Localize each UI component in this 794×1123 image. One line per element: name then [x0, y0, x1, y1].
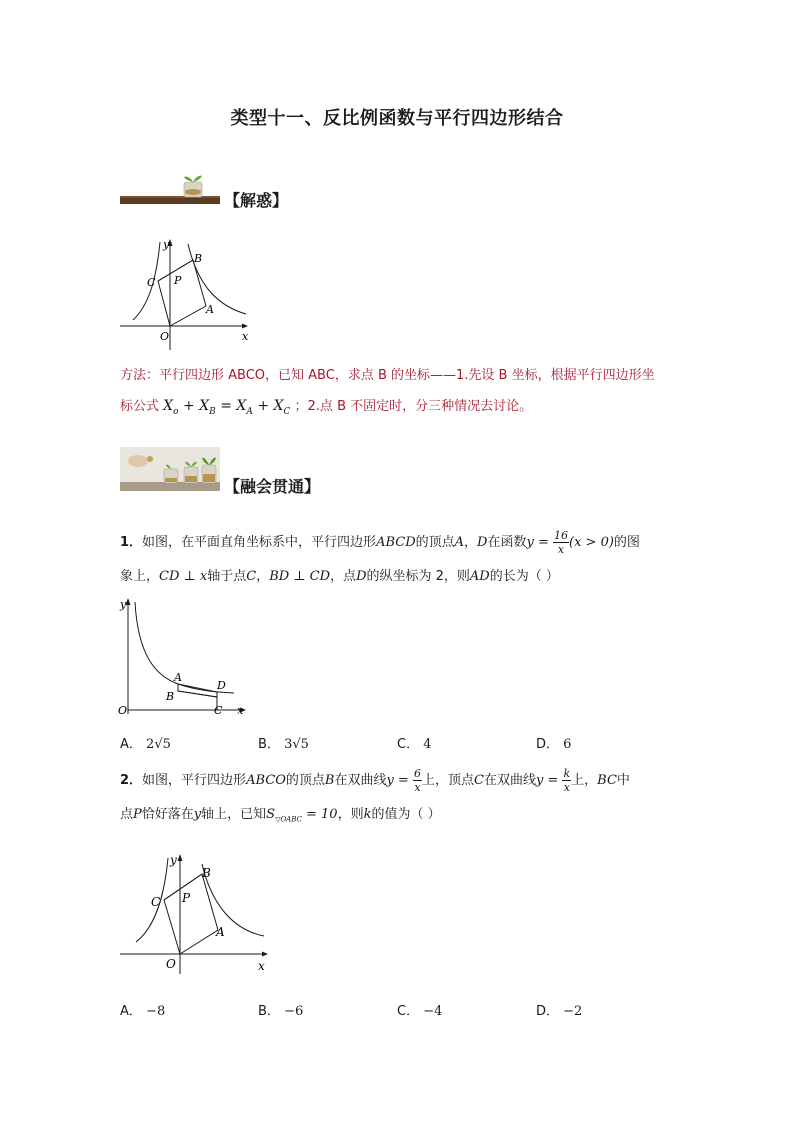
q2-fig-label-a: A — [216, 925, 225, 939]
page-title: 类型十一、反比例函数与平行四边形结合 — [230, 108, 564, 129]
coin-jars-image — [120, 447, 220, 491]
fig1-label-x: x — [242, 330, 249, 343]
figure-question-1 — [116, 596, 250, 720]
question-1-line-1: 1．如图，在平面直角坐标系中，平行四边形ABCD的顶点A，D在函数y = $\frac{16}{x}$ (x > 0)的图 — [120, 529, 640, 556]
fig1-label-y: y — [163, 238, 170, 251]
q1-option-c[interactable]: C． 4 — [397, 737, 432, 752]
section-title-jiehuo: 【解惑】 — [224, 191, 289, 210]
fig1-label-p: P — [174, 274, 182, 287]
q1-fig-label-y: y — [120, 598, 127, 611]
fig1-label-o: O — [160, 330, 170, 343]
fig1-label-b: B — [194, 252, 203, 265]
q1-option-b[interactable]: B． 3√5 — [258, 737, 309, 752]
method-text — [120, 360, 680, 428]
q2-option-c[interactable]: C． −4 — [397, 1004, 443, 1019]
figure-question-2 — [118, 850, 274, 978]
q1-option-d[interactable]: D． 6 — [536, 737, 572, 752]
q2-option-a[interactable]: A． −8 — [120, 1004, 166, 1019]
question-2-line-2: 点P恰好落在y轴上，已知$S_{▽OABC} = 10$，则k的值为（ ） — [120, 807, 441, 824]
q1-fig-label-a: A — [174, 671, 182, 684]
fig1-label-c: C — [147, 276, 156, 289]
section-title-ronghui: 【融会贯通】 — [224, 477, 321, 496]
q2-fig-label-x: x — [258, 959, 265, 973]
question-1-line-2: 象上，CD ⊥ x轴于点C，BD ⊥ CD，点D的纵坐标为 2，则AD的长为（ ） — [120, 569, 559, 584]
fraction-16-over-x: $\frac{16}{x}$ — [554, 529, 569, 556]
q2-fig-label-c: C — [151, 895, 161, 909]
fraction-6-over-x: $\frac{6}{x}$ — [413, 767, 421, 794]
q2-fig-label-o: O — [166, 957, 176, 971]
question-2 — [120, 764, 680, 837]
q2-fig-label-b: B — [202, 866, 211, 880]
fraction-k-over-x: $\frac{k}{x}$ — [563, 767, 571, 794]
method-line-1: 方法：平行四边形 ABCO，已知 ABC，求点 B 的坐标——1.先设 B 坐标，根据平行四边形坐 — [120, 368, 655, 383]
q1-fig-label-b: B — [166, 690, 175, 703]
fig1-label-a: A — [206, 303, 214, 316]
q1-fig-label-o: O — [118, 704, 128, 717]
question-2-line-1: 2．如图，平行四边形ABCO的顶点B在双曲线y = $\frac{6}{x}$ 上，顶点C在双曲线y = $\frac{k}{x}$ 上，BC中 — [120, 767, 630, 794]
q2-option-d[interactable]: D． −2 — [536, 1004, 583, 1019]
plant-coin-jar-image — [120, 172, 220, 204]
q2-fig-label-p: P — [182, 891, 191, 905]
q1-option-a[interactable]: A． 2√5 — [120, 737, 171, 752]
q1-fig-label-x: x — [237, 704, 244, 717]
q2-fig-label-y: y — [170, 853, 177, 867]
q1-fig-label-d: D — [217, 679, 226, 692]
coordinate-formula: $X_o + X_B = X_A + X_C$ — [163, 398, 291, 417]
q2-option-b[interactable]: B． −6 — [258, 1004, 304, 1019]
method-line-2: 标公式 $X_o + X_B = X_A + X_C$ ；2.点 B 不固定时，分三种情况去讨论。 — [120, 398, 533, 417]
figure-parallelogram-1 — [118, 236, 254, 352]
q1-fig-label-c: C — [214, 704, 223, 717]
question-1 — [120, 526, 680, 594]
